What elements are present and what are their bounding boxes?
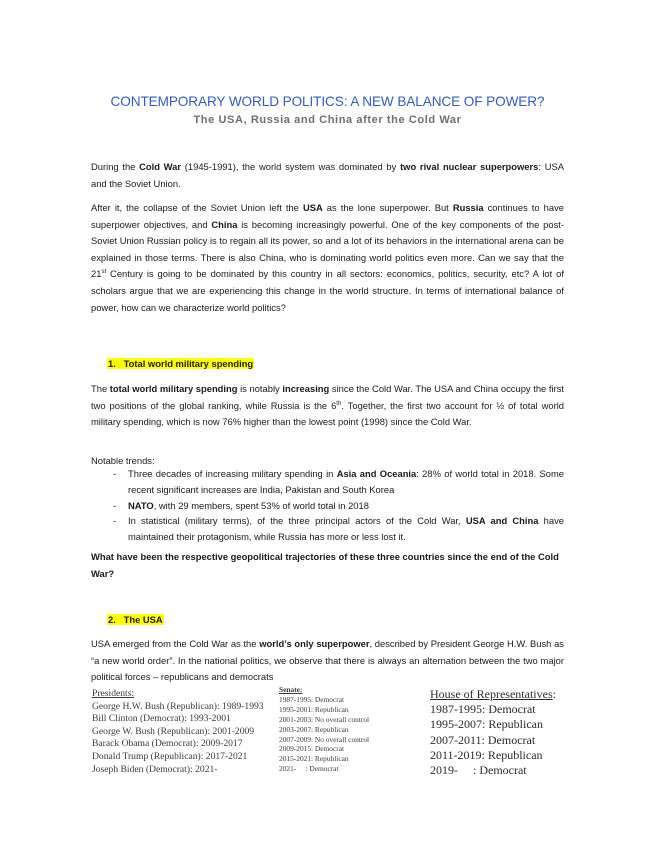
document-subtitle: The USA, Russia and China after the Cold War: [193, 114, 462, 126]
list-item: 2009-2015: Democrat: [279, 744, 345, 754]
list-item: - In statistical (military terms), of the three principal actors of the Cold War, USA and China have maintained their protagonism, while Russia has more or less lost it.: [113, 515, 564, 543]
trends-list: [91, 466, 564, 545]
list-item: - Three decades of increasing military spending in Asia and Oceania: 28% of world total in 2018. Some recent significant increases are India, Pakistan and South Korea: [113, 468, 564, 495]
section-heading-military-spending: 1. Total world military spending: [108, 358, 254, 369]
house-list: [430, 687, 556, 778]
section-heading-usa: 2. The USA: [108, 614, 163, 625]
list-item: 1987-1995: Democrat: [279, 694, 345, 704]
list-item: George H.W. Bush (Republican): 1989-1993: [92, 700, 264, 712]
list-item: 1987-1995: Democrat: [430, 702, 536, 717]
house-heading: House of Representatives:: [430, 687, 556, 701]
intro-paragraph: During the Cold War (1945-1991), the world system was dominated by two rival nuclear superpowers: USA and the Soviet Union.: [91, 161, 565, 189]
military-spending-paragraph: The total world military spending is notably increasing since the Cold War. The USA and China occupy the first two positions of the global ranking, while Russia is the 6th. Together, the first two account for ½ of total world military spending, which is now 76% higher than the lowest point (1998) since the Cold War.: [91, 383, 564, 428]
trajectory-question: What have been the respective geopolitical trajectories of these three countries since the end of the Cold War?: [91, 551, 559, 579]
senate-list: [279, 685, 369, 774]
senate-heading: Senate:: [279, 685, 303, 694]
presidents-heading: Presidents:: [92, 688, 135, 699]
list-item: 2003-2007: Republican: [279, 724, 349, 734]
presidents-list: [92, 688, 264, 776]
list-item: 1995-2007: Republican: [430, 717, 543, 732]
list-item: 1995-2001: Republican: [279, 704, 349, 714]
document-title: CONTEMPORARY WORLD POLITICS: A NEW BALANCE OF POWER?: [110, 94, 545, 109]
list-item: Joseph Biden (Democrat): 2021-: [92, 763, 218, 775]
notable-trends-label: Notable trends:: [91, 455, 155, 466]
list-item: 2007-2011: Democrat: [430, 732, 536, 747]
list-item: George W. Bush (Republican): 2001-2009: [92, 725, 255, 737]
list-item: 2015-2021: Republican: [279, 754, 349, 764]
usa-paragraph: USA emerged from the Cold War as the world’s only superpower, described by President George H.W. Bush as “a new world order”. In the national politics, we observe that there is always an alternation between the two major political forces – republicans and democrats: [91, 638, 564, 683]
list-item: 2011-2019: Republican: [430, 747, 543, 762]
list-item: Bill Clinton (Democrat): 1993-2001: [92, 713, 231, 725]
list-item: Donald Trump (Republican): 2017-2021: [92, 750, 248, 762]
list-item: 2021- : Democrat: [279, 764, 339, 774]
list-item: - NATO, with 29 members, spent 53% of world total in 2018: [113, 499, 369, 511]
context-paragraph: After it, the collapse of the Soviet Union left the USA as the lone superpower. But Russia continues to have superpower objectives, and China is becoming increasingly powerful. One of the key components of the post-Soviet Union Russian policy is to regain all its power, so and a lot of its behaviors in the international arena can be explained in those terms. There is also China, who is dominating world politics even more. Can we say that the 21st Century is going to be dominated by this country in all sectors: economics, politics, security, etc? A lot of scholars argue that we are experiencing this change in the world structure. In terms of international balance of power, how can we characterize world politics?: [91, 202, 565, 313]
list-item: 2007-2009: No overall control: [279, 734, 370, 744]
list-item: 2019- : Democrat: [430, 763, 527, 778]
list-item: Barack Obama (Democrat): 2009-2017: [92, 738, 243, 750]
list-item: 2001-2003: No overall control: [279, 714, 370, 724]
